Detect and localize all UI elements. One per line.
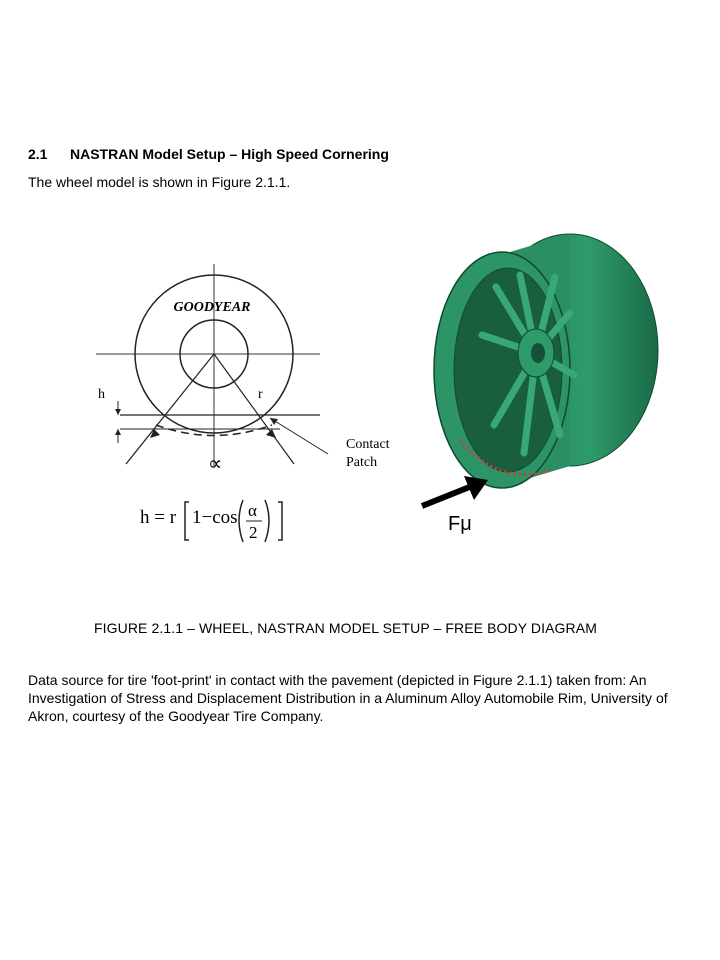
label-r: r bbox=[258, 387, 263, 402]
radial-line-left bbox=[126, 354, 214, 464]
formula-lhs: h = r bbox=[140, 507, 177, 528]
wheel-hub-bore bbox=[531, 343, 545, 363]
contact-arrow-icon bbox=[270, 418, 278, 425]
figure-caption: FIGURE 2.1.1 – WHEEL, NASTRAN MODEL SETUP – FREE BODY DIAGRAM bbox=[94, 620, 597, 636]
h-arrow-up-icon bbox=[115, 429, 121, 435]
section-heading bbox=[28, 146, 389, 162]
wheel-fe-model-image bbox=[420, 225, 660, 495]
radial-line-right bbox=[214, 354, 294, 464]
force-arrow-icon bbox=[418, 474, 498, 514]
contact-label-line2: Patch bbox=[346, 455, 378, 470]
intro-text: The wheel model is shown in Figure 2.1.1. bbox=[28, 174, 291, 190]
r-arrow-left-icon bbox=[150, 429, 160, 438]
tire-contact-diagram bbox=[90, 258, 390, 558]
section-title: NASTRAN Model Setup – High Speed Cornering bbox=[70, 146, 389, 162]
formula-paren-right bbox=[265, 500, 269, 542]
contact-leader-line bbox=[270, 418, 328, 454]
formula-denominator: 2 bbox=[249, 523, 258, 542]
formula-paren-left bbox=[239, 500, 243, 542]
label-alpha: ∝ bbox=[208, 453, 223, 475]
h-arrow-icon bbox=[115, 409, 121, 415]
force-label: Fμ bbox=[448, 513, 472, 535]
section-number: 2.1 bbox=[28, 146, 48, 162]
formula-numerator: α bbox=[248, 501, 257, 520]
contact-label-line1: Contact bbox=[346, 437, 390, 452]
formula-one-minus-cos: 1−cos bbox=[192, 507, 238, 528]
formula-bracket-right bbox=[278, 502, 282, 540]
r-arrow-icon bbox=[266, 429, 276, 438]
label-h: h bbox=[98, 387, 105, 402]
data-source-paragraph: Data source for tire 'foot-print' in contact with the pavement (depicted in Figure 2.1.1) taken from: An Investigation of Stress and Displacement Distribution in a Aluminum Alloy Automobile Rim, University of Akron, courtesy of the Goodyear Tire Company. bbox=[28, 672, 668, 724]
formula-bracket-left bbox=[185, 502, 189, 540]
goodyear-brand-text: GOODYEAR bbox=[173, 300, 251, 315]
